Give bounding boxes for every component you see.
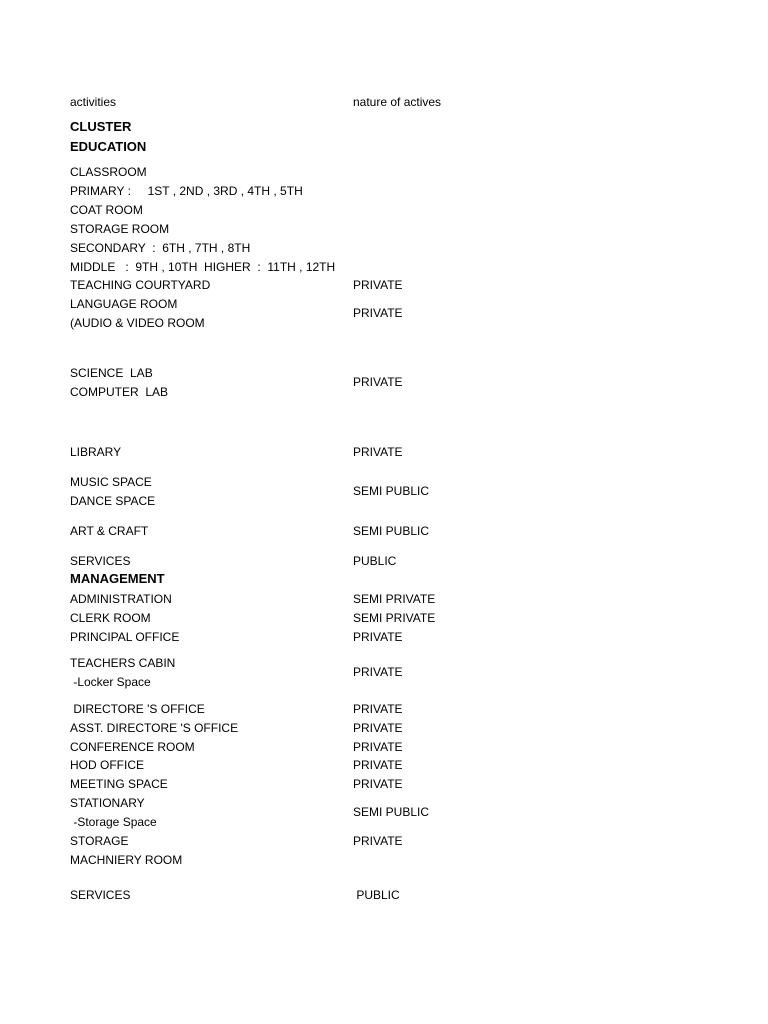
principal-office: PRINCIPAL OFFICE xyxy=(70,630,180,644)
music-dance-nature: SEMI PUBLIC xyxy=(353,484,430,498)
machinery-room: MACHNIERY ROOM xyxy=(70,853,183,867)
language-room: LANGUAGE ROOM xyxy=(70,297,178,311)
storage-space: -Storage Space xyxy=(70,815,157,829)
nature-header: nature of actives xyxy=(353,95,442,109)
administration: ADMINISTRATION xyxy=(70,592,172,606)
teaching-courtyard-nature: PRIVATE xyxy=(353,278,403,292)
secondary-line: SECONDARY : 6TH , 7TH , 8TH xyxy=(70,241,251,255)
teaching-courtyard: TEACHING COURTYARD xyxy=(70,278,211,292)
dance-space: DANCE SPACE xyxy=(70,494,156,508)
services-management-nature: PUBLIC xyxy=(353,888,400,902)
coat-room: COAT ROOM xyxy=(70,203,143,217)
library-nature: PRIVATE xyxy=(353,445,403,459)
storage: STORAGE xyxy=(70,834,129,848)
language-room-nature: PRIVATE xyxy=(353,306,403,320)
storage-room: STORAGE ROOM xyxy=(70,222,170,236)
music-space: MUSIC SPACE xyxy=(70,475,152,489)
asst-directors-office: ASST. DIRECTORE 'S OFFICE xyxy=(70,721,239,735)
principal-office-nature: PRIVATE xyxy=(353,630,403,644)
primary-line: PRIMARY : 1ST , 2ND , 3RD , 4TH , 5TH xyxy=(70,184,303,198)
teachers-cabin: TEACHERS CABIN xyxy=(70,656,176,670)
teachers-cabin-nature: PRIVATE xyxy=(353,665,403,679)
stationary-nature: SEMI PUBLIC xyxy=(353,805,430,819)
services-management: SERVICES xyxy=(70,888,131,902)
asst-directors-office-nature: PRIVATE xyxy=(353,721,403,735)
stationary: STATIONARY xyxy=(70,796,145,810)
administration-nature: SEMI PRIVATE xyxy=(353,592,436,606)
classroom-title: CLASSROOM xyxy=(70,165,147,179)
services-education-nature: PUBLIC xyxy=(353,554,397,568)
clerk-room-nature: SEMI PRIVATE xyxy=(353,611,436,625)
conference-room: CONFERENCE ROOM xyxy=(70,740,195,754)
hod-office-nature: PRIVATE xyxy=(353,758,403,772)
computer-lab: COMPUTER LAB xyxy=(70,385,169,399)
clerk-room: CLERK ROOM xyxy=(70,611,151,625)
audio-video-room: (AUDIO & VIDEO ROOM xyxy=(70,316,205,330)
conference-room-nature: PRIVATE xyxy=(353,740,403,754)
art-craft: ART & CRAFT xyxy=(70,524,149,538)
management-title: MANAGEMENT xyxy=(70,571,165,586)
meeting-space-nature: PRIVATE xyxy=(353,777,403,791)
activities-header: activities xyxy=(70,95,117,109)
art-craft-nature: SEMI PUBLIC xyxy=(353,524,430,538)
storage-nature: PRIVATE xyxy=(353,834,403,848)
meeting-space: MEETING SPACE xyxy=(70,777,168,791)
science-lab: SCIENCE LAB xyxy=(70,366,153,380)
locker-space: -Locker Space xyxy=(70,675,151,689)
library: LIBRARY xyxy=(70,445,122,459)
hod-office: HOD OFFICE xyxy=(70,758,144,772)
directors-office-nature: PRIVATE xyxy=(353,702,403,716)
labs-nature: PRIVATE xyxy=(353,375,403,389)
middle-line: MIDDLE : 9TH , 10TH HIGHER : 11TH , 12TH xyxy=(70,260,336,274)
cluster-title: CLUSTER xyxy=(70,119,132,134)
services-education: SERVICES xyxy=(70,554,131,568)
education-title: EDUCATION xyxy=(70,139,147,154)
directors-office: DIRECTORE 'S OFFICE xyxy=(70,702,205,716)
